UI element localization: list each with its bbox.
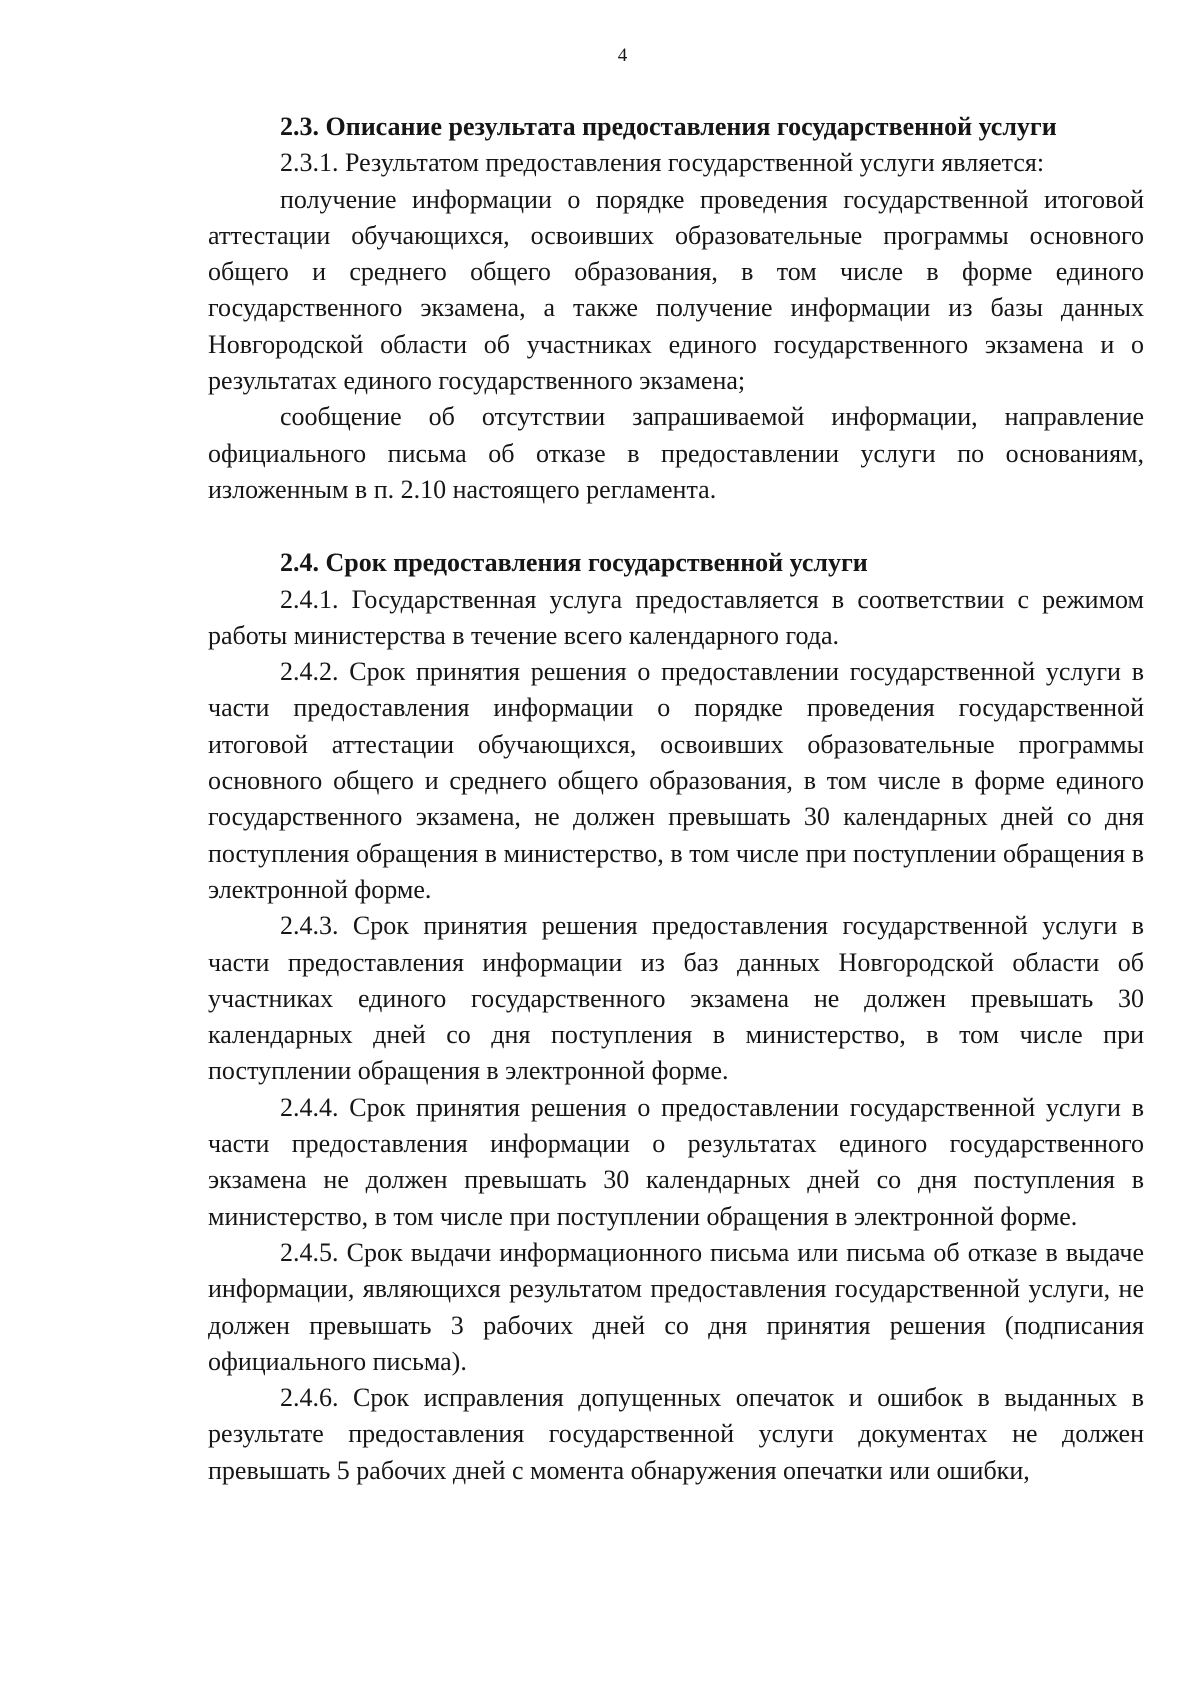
paragraph: 2.4.6. Срок исправления допущенных опечаток и ошибок в выданных в результате предоставления государственной услуги документах не должен превышать 5 рабочих дней с момента обнаружения опечатки или ошибки,	[208, 1383, 1144, 1485]
paragraph: получение информации о порядке проведения государственной итоговой аттестации обучающихся, освоивших образовательные программы основного общего и среднего общего образования, в том числе в форме единого государственного экзамена, а также получение информации из базы данных Новгородской области об участниках единого государственного экзамена и о результатах единого государственного экзамена;	[208, 184, 1144, 396]
paragraph: 2.3.1. Результатом предоставления государственной услуги является:	[280, 148, 1045, 178]
page-number: 4	[617, 45, 628, 66]
section-spacer	[208, 508, 1144, 545]
paragraph: 2.4.1. Государственная услуга предоставляется в соответствии с режимом работы министерства в течение всего календарного года.	[208, 584, 1144, 650]
section-heading: 2.4. Срок предоставления государственной услуги	[280, 548, 868, 578]
section-heading: 2.3. Описание результата предоставления государственной услуги	[280, 112, 1057, 141]
paragraph: 2.4.3. Срок принятия решения предоставления государственной услуги в части предоставления информации из баз данных Новгородской области об участниках единого государственного экзамена не должен превышать 30 календарных дней со дня поступления в министерство, в том числе при поступлении обращения в электронной форме.	[208, 911, 1144, 1086]
document-body	[208, 109, 1144, 1489]
section-2-3	[208, 109, 1144, 508]
paragraph: сообщение об отсутствии запрашиваемой информации, направление официального письма об отказе в предоставлении услуги по основаниям, изложенным в п. 2.10 настоящего регламента.	[208, 402, 1144, 504]
paragraph: 2.4.4. Срок принятия решения о предоставлении государственной услуги в части предоставления информации о результатах единого государственного экзамена не должен превышать 30 календарных дней со дня поступления в министерство, в том числе при поступлении обращения в электронной форме.	[208, 1092, 1144, 1231]
paragraph: 2.4.2. Срок принятия решения о предоставлении государственной услуги в части предоставления информации о порядке проведения государственной итоговой аттестации обучающихся, освоивших образовательные программы основного общего и среднего общего образования, в том числе в форме единого государственного экзамена, не должен превышать 30 календарных дней со дня поступления обращения в министерство, в том числе при поступлении обращения в электронной форме.	[208, 657, 1144, 904]
section-2-4	[208, 545, 1144, 1489]
paragraph: 2.4.5. Срок выдачи информационного письма или письма об отказе в выдаче информации, являющихся результатом предоставления государственной услуги, не должен превышать 3 рабочих дней со дня принятия решения (подписания официального письма).	[208, 1237, 1144, 1376]
